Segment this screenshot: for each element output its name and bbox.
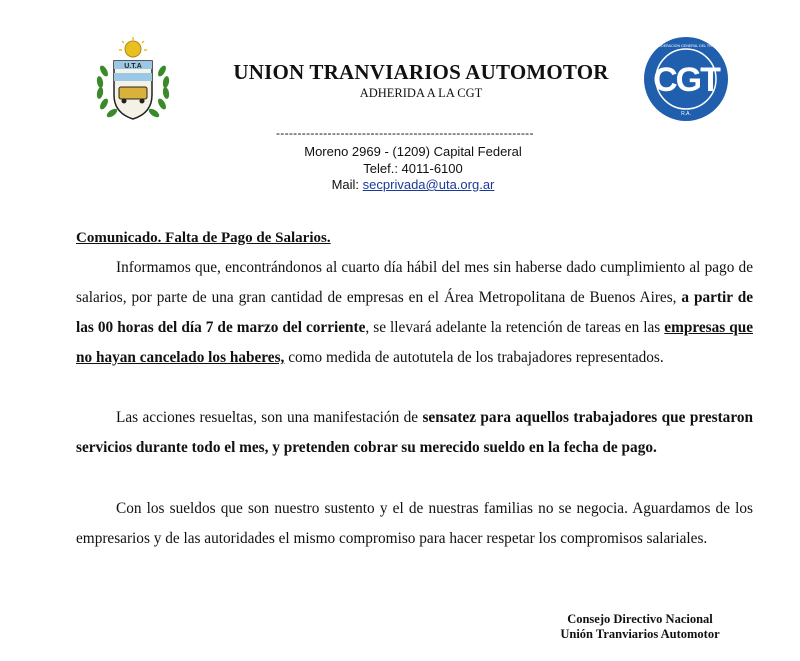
p2-emphasis: sensatez para aquellos trabajadores que prestaron servicios durante todo el mes, y pretenden cobrar su merecido sueldo en la fecha de pago. bbox=[76, 409, 753, 456]
paragraph-2 bbox=[76, 403, 753, 463]
organization-name: UNION TRANVIARIOS AUTOMOTOR bbox=[233, 60, 609, 84]
address-line: Moreno 2969 - (1209) Capital Federal bbox=[304, 144, 522, 159]
p1-companies-emphasis: empresas que no hayan cancelado los haberes, bbox=[76, 319, 754, 366]
email-link[interactable]: secprivada@uta.org.ar bbox=[362, 177, 495, 192]
p1-date-emphasis: a partir de las 00 horas del día 7 de marzo del corriente bbox=[76, 289, 753, 336]
p3-text: Con los sueldos que son nuestro sustento y el de nuestras familias no se negocia. Aguardamos de los empresarios y de las autoridades el mismo compromiso para hacer respetar los compromisos salariales. bbox=[76, 500, 753, 547]
p1-text-e: como medida de autotutela de los trabajadores representados. bbox=[284, 349, 664, 366]
mail-label: Mail: bbox=[331, 177, 360, 192]
p1-text-c: , se llevará adelante la retención de tareas en las bbox=[365, 319, 665, 336]
p1-text-a: Informamos que, encontrándonos al cuarto día hábil del mes sin haberse dado cumplimiento al pago de salarios, por parte de una gran cantidad de empresas en el Área Metropolitana de Buenos Aires, bbox=[76, 259, 753, 306]
cgt-logo-letters: CGT bbox=[653, 61, 719, 99]
paragraph-3 bbox=[76, 494, 753, 554]
organization-affiliation: ADHERIDA A LA CGT bbox=[359, 86, 483, 100]
uta-emblem-text: U.T.A bbox=[124, 63, 142, 70]
signature-line-2: Unión Tranviarios Automotor bbox=[560, 627, 720, 641]
mail-line bbox=[258, 177, 568, 193]
header-separator: ------------------------------------------------------------ bbox=[276, 126, 534, 140]
phone-line: Telef.: 4011-6100 bbox=[363, 161, 463, 176]
paragraph-1 bbox=[76, 253, 753, 373]
communique-heading: Comunicado. Falta de Pago de Salarios. bbox=[76, 230, 331, 246]
signature-line-1: Consejo Directivo Nacional bbox=[567, 612, 713, 626]
cgt-logo-ring-text: CONFEDERACION GENERAL DEL TRABAJO bbox=[648, 44, 724, 48]
p2-text-a: Las acciones resueltas, son una manifestación de bbox=[116, 409, 423, 426]
cgt-logo-country: R.A. bbox=[681, 111, 691, 117]
